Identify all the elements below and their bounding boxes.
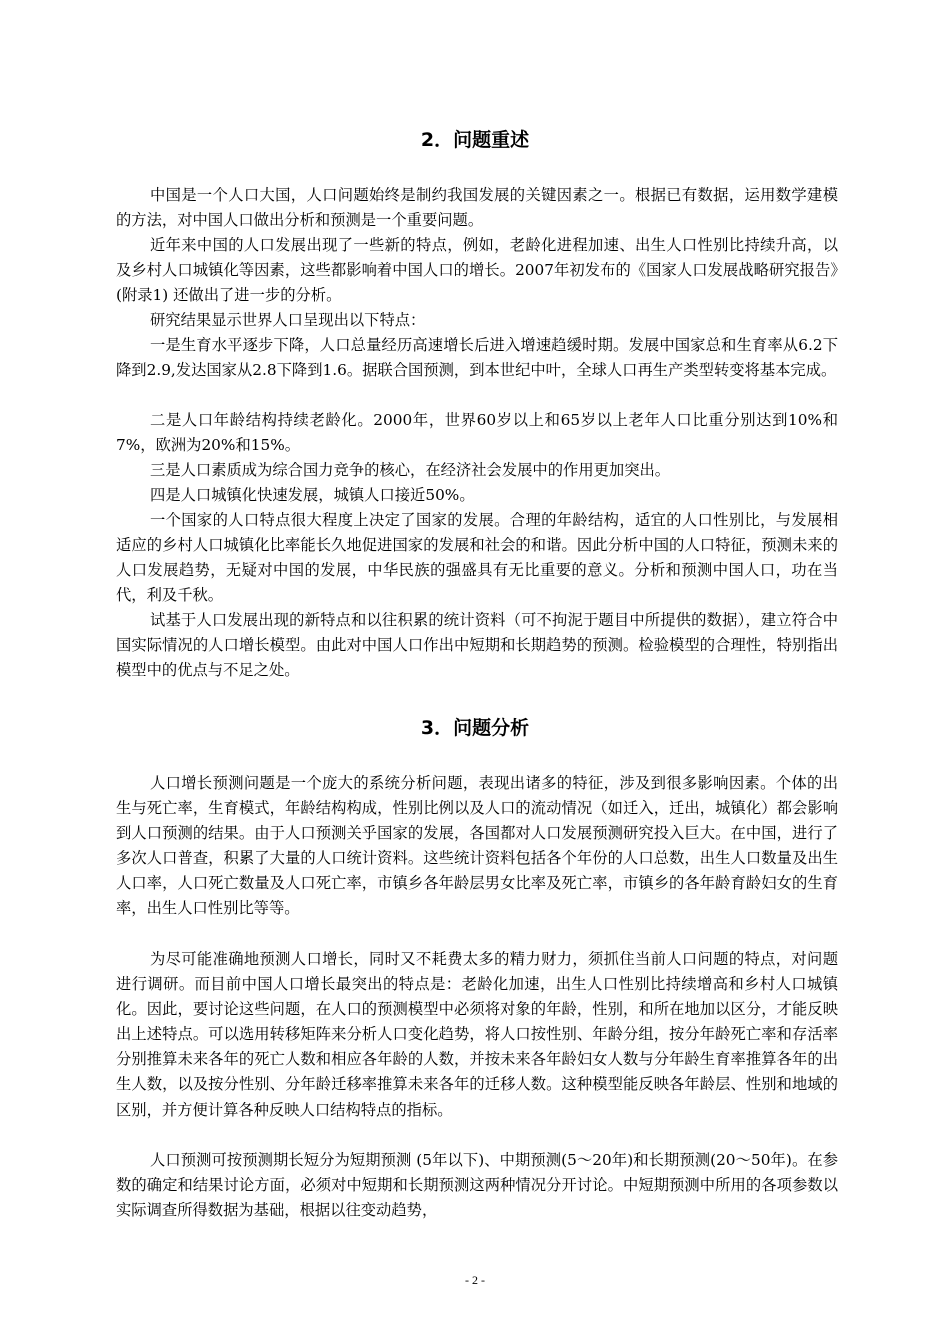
paragraph: 人口增长预测问题是一个庞大的系统分析问题，表现出诸多的特征，涉及到很多影响因素。个体的出生与死亡率，生育模式，年龄结构构成，性别比例以及人口的流动情况（如迁入，迁出，城镇化）都会影响到人口预测的结果。由于人口预测关乎国家的发展，各国都对人口发展预测研究投入巨大。在中国，进行了多次人口普查，积累了大量的人口统计资料。这些统计资料包括各个年份的人口总数，出生人口数量及出生人口率，人口死亡数量及人口死亡率，市镇乡各年龄层男女比率及死亡率，市镇乡的各年龄育龄妇女的生育率，出生人口性别比等等。 <box>116 774 838 918</box>
paragraph: 研究结果显示世界人口呈现出以下特点： <box>150 311 426 329</box>
paragraph: 二是人口年龄结构持续老龄化。2000年，世界60岁以上和65岁以上老年人口比重分别达到10%和7%，欧洲为20%和15%。 <box>116 411 838 455</box>
section-heading-problem-restatement: 2．问题重述 <box>420 129 530 151</box>
paragraph: 一个国家的人口特点很大程度上决定了国家的发展。合理的年龄结构，适宜的人口性别比，与发展相适应的乡村人口城镇化比率能长久地促进国家的发展和社会的和谐。因此分析中国的人口特征，预测未来的人口发展趋势，无疑对中国的发展，中华民族的强盛具有无比重要的意义。分析和预测中国人口，功在当代，利及千秋。 <box>116 511 838 605</box>
paragraph: 为尽可能准确地预测人口增长，同时又不耗费太多的精力财力，须抓住当前人口问题的特点，对问题进行调研。而目前中国人口增长最突出的特点是：老龄化加速，出生人口性别比持续增高和乡村人口城镇化。因此，要讨论这些问题，在人口的预测模型中必须将对象的年龄，性别，和所在地加以区分，才能反映出上述特点。可以选用转移矩阵来分析人口变化趋势，将人口按性别、年龄分组，按分年龄死亡率和存活率分别推算未来各年的死亡人数和相应各年龄的人数，并按未来各年龄妇女人数与分年龄生育率推算各年的出生人数，以及按分性别、分年龄迁移率推算未来各年的迁移人数。这种模型能反映各年龄层、性别和地域的区别，并方便计算各种反映人口结构特点的指标。 <box>116 950 838 1119</box>
section-heading-problem-analysis: 3．问题分析 <box>420 717 530 739</box>
paragraph: 近年来中国的人口发展出现了一些新的特点，例如，老龄化进程加速、出生人口性别比持续升高，以及乡村人口城镇化等因素，这些都影响着中国人口的增长。2007年初发布的《国家人口发展战略研究报告》(附录1) 还做出了进一步的分析。 <box>116 236 838 305</box>
paragraph: 四是人口城镇化快速发展，城镇人口接近50%。 <box>150 486 475 504</box>
paragraph: 三是人口素质成为综合国力竞争的核心，在经济社会发展中的作用更加突出。 <box>150 461 671 479</box>
paragraph: 试基于人口发展出现的新特点和以往积累的统计资料（可不拘泥于题目中所提供的数据），建立符合中国实际情况的人口增长模型。由此对中国人口作出中短期和长期趋势的预测。检验模型的合理性，特别指出模型中的优点与不足之处。 <box>116 611 838 680</box>
paragraph: 人口预测可按预测期长短分为短期预测 (5年以下)、中期预测(5～20年)和长期预测(20～50年)。在参数的确定和结果讨论方面，必须对中短期和长期预测这两种情况分开讨论。中短期预测中所用的各项参数以实际调查所得数据为基础，根据以往变动趋势， <box>116 1151 838 1220</box>
page-number: - 2 - <box>465 1273 485 1287</box>
paragraph: 一是生育水平逐步下降，人口总量经历高速增长后进入增速趋缓时期。发展中国家总和生育率从6.2下降到2.9,发达国家从2.8下降到1.6。据联合国预测，到本世纪中叶，全球人口再生产类型转变将基本完成。 <box>116 336 838 380</box>
paragraph: 中国是一个人口大国，人口问题始终是制约我国发展的关键因素之一。根据已有数据，运用数学建模的方法，对中国人口做出分析和预测是一个重要问题。 <box>116 186 838 230</box>
